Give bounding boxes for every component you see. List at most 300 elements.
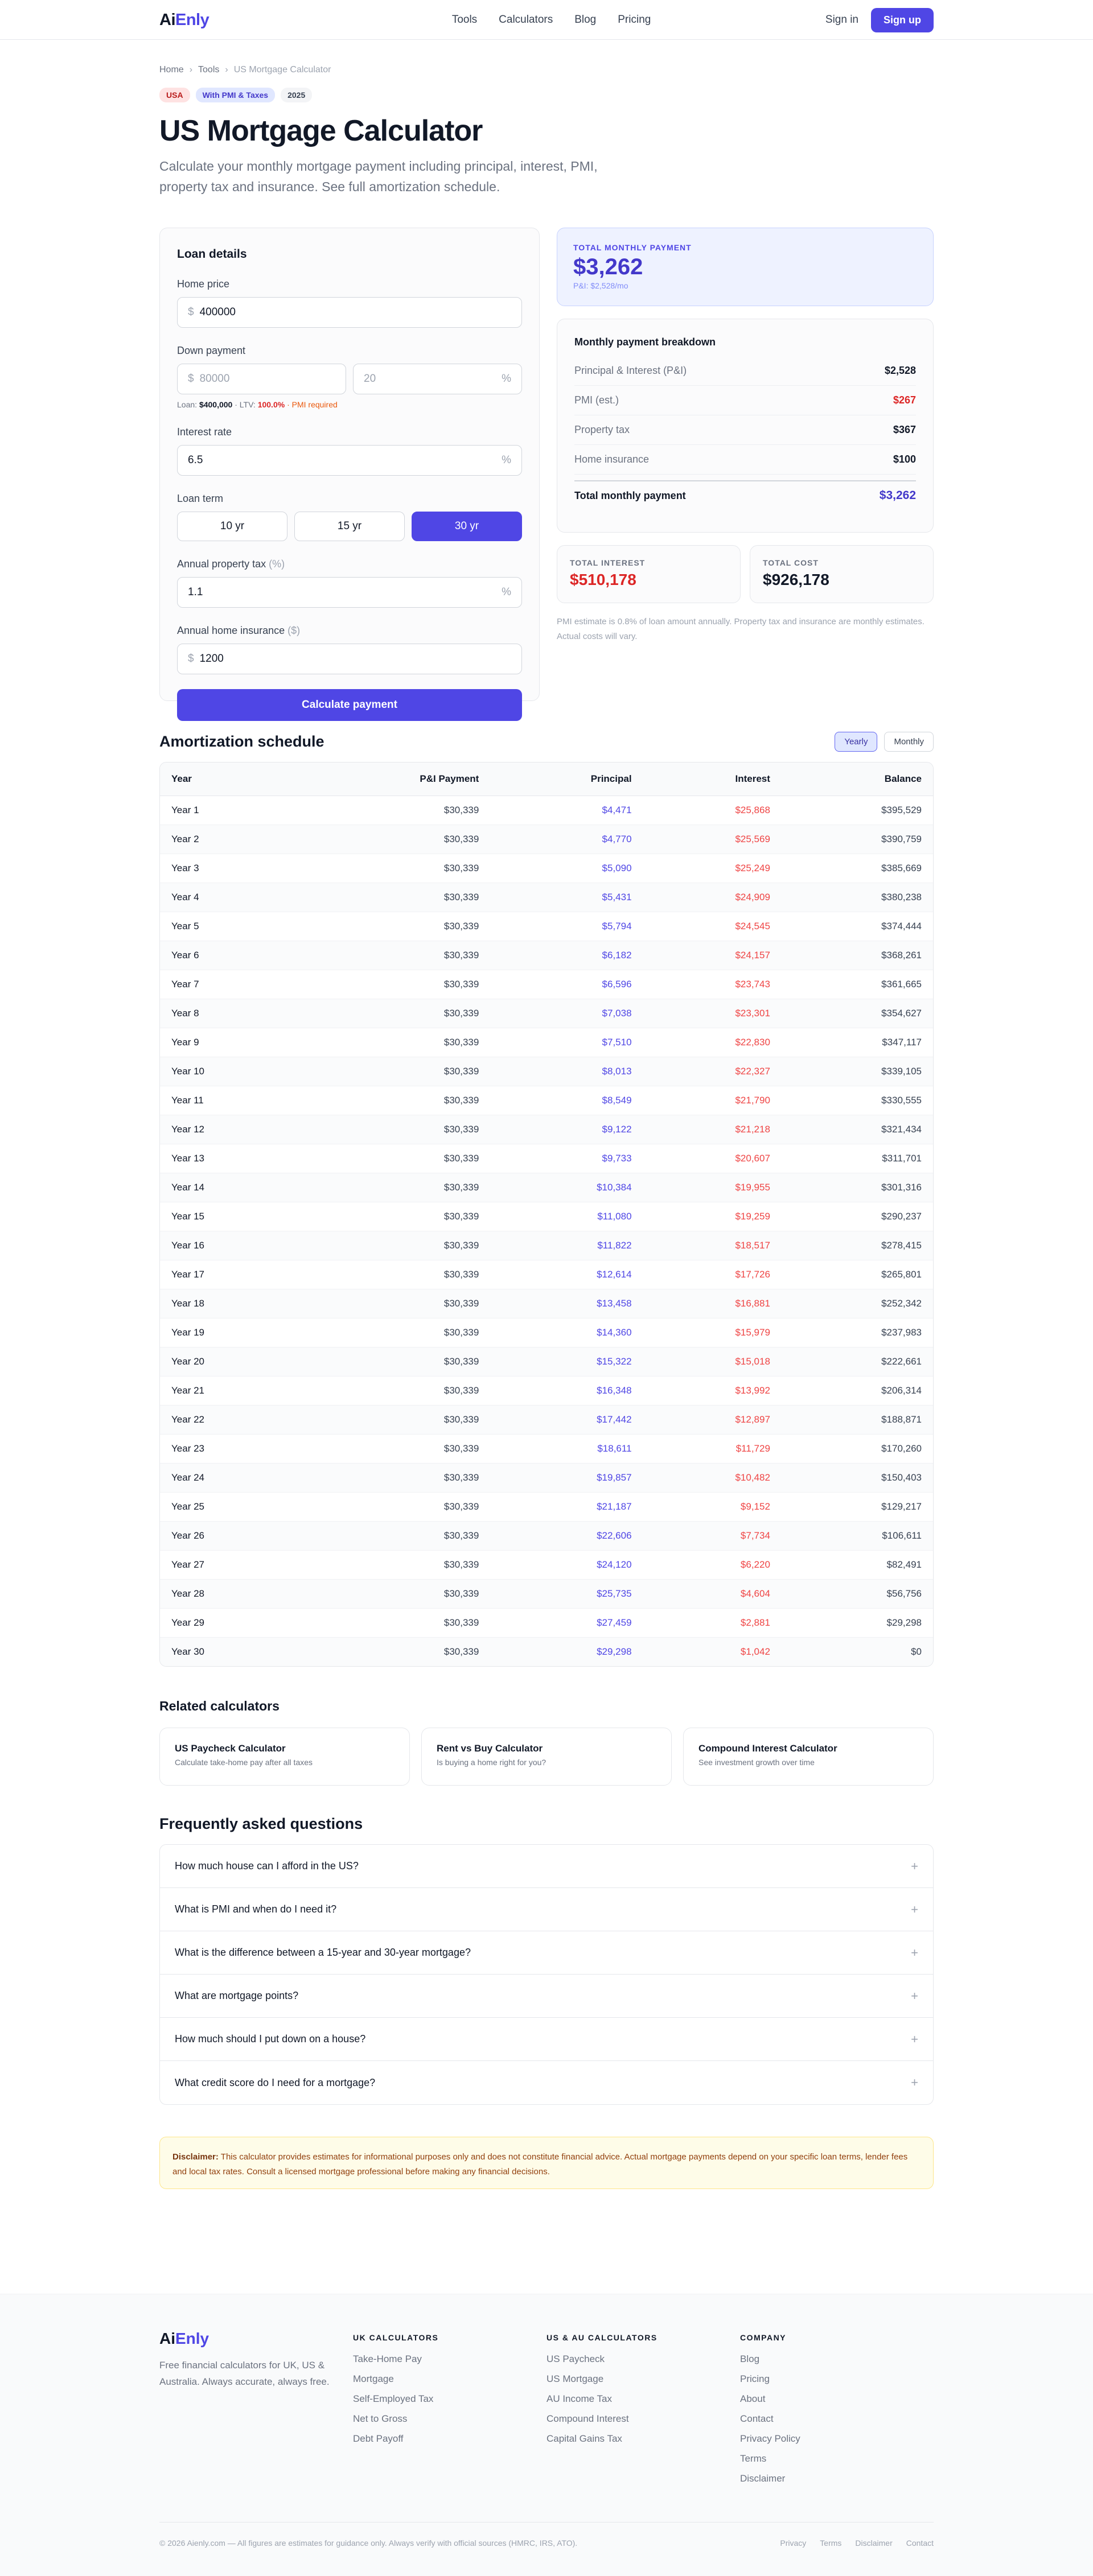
table-cell: $301,316 [782,1173,933,1202]
col-balance: Balance [782,763,933,796]
footer [0,2294,1093,2576]
table-cell: $30,339 [294,1434,490,1463]
faq-item[interactable]: What is the difference between a 15-year and 30-year mortgage? + [160,1931,933,1975]
table-cell: $30,339 [294,796,490,825]
faq-list [159,1844,934,2105]
table-row [160,1231,933,1260]
breadcrumb [159,65,934,75]
table-cell: $30,339 [294,1376,490,1405]
table-cell: $265,801 [782,1260,933,1289]
plus-icon: + [911,2075,918,2089]
table-cell: $16,348 [490,1376,643,1405]
percent-suffix: % [502,454,511,466]
table-cell: $11,822 [490,1231,643,1260]
down-payment-percent-input[interactable] [353,364,522,394]
table-cell: $30,339 [294,1028,490,1057]
table-cell: $5,794 [490,912,643,941]
total-monthly-card [557,228,934,306]
col-year: Year [160,763,294,796]
table-cell: $7,734 [643,1521,782,1550]
table-cell: $17,726 [643,1260,782,1289]
table-cell: Year 13 [160,1144,294,1173]
table-row [160,1289,933,1318]
table-cell: Year 12 [160,1115,294,1144]
estimate-note: PMI estimate is 0.8% of loan amount annually. Property tax and insurance are monthly estimates. Actual costs will vary. [557,617,924,641]
table-cell: Year 8 [160,999,294,1028]
table-cell: $19,955 [643,1173,782,1202]
related-card-compound-interest[interactable]: Compound Interest Calculator See investment growth over time [683,1728,934,1786]
interest-rate-value: 6.5 [188,454,203,466]
table-cell: Year 1 [160,796,294,825]
table-row [160,1463,933,1492]
plus-icon: + [911,1945,918,1960]
table-cell: $82,491 [782,1550,933,1579]
footer-bottom-link[interactable]: Privacy [780,2538,807,2548]
table-cell: $30,339 [294,1492,490,1521]
table-cell: Year 10 [160,1057,294,1086]
home-insurance-input[interactable] [177,644,522,674]
table-cell: $354,627 [782,999,933,1028]
table-cell: $25,569 [643,825,782,854]
table-cell: $27,459 [490,1608,643,1637]
table-row [160,1173,933,1202]
table-cell: $385,669 [782,854,933,883]
col-pi-payment: P&I Payment [294,763,490,796]
table-cell: $10,482 [643,1463,782,1492]
table-header-row [160,763,933,796]
footer-heading-uk: UK CALCULATORS [353,2333,439,2342]
amortization-table [159,762,934,1667]
nav-blog[interactable]: Blog [574,14,597,26]
table-cell: $4,770 [490,825,643,854]
footer-heading-us-au: US & AU CALCULATORS [546,2333,658,2342]
table-cell: Year 26 [160,1521,294,1550]
table-cell: $252,342 [782,1289,933,1318]
table-cell: $25,735 [490,1579,643,1608]
footer-link[interactable]: AU Income Tax [546,2393,612,2404]
form-heading: Loan details [177,248,247,261]
breakdown-row-pi: Principal & Interest (P&I) $2,528 [574,356,916,386]
total-monthly-label: TOTAL MONTHLY PAYMENT [573,243,692,252]
total-interest-card [557,545,741,603]
table-cell: $0 [782,1637,933,1666]
disclaimer-box [159,2137,934,2189]
table-cell: $30,339 [294,999,490,1028]
table-cell: $30,339 [294,1231,490,1260]
dollar-prefix: $ [188,373,194,385]
badge-country: USA [159,88,190,102]
top-navbar [0,0,1093,40]
breakdown-row-property-tax: Property tax $367 [574,415,916,445]
calculator-section [159,228,934,711]
table-row [160,1521,933,1550]
table-cell: $206,314 [782,1376,933,1405]
table-cell: $24,157 [643,941,782,970]
home-insurance-value: 1200 [199,653,224,665]
footer-link[interactable]: Capital Gains Tax [546,2433,622,2444]
table-cell: $17,442 [490,1405,643,1434]
footer-link[interactable]: Disclaimer [740,2473,786,2484]
footer-heading-company: COMPANY [740,2333,787,2342]
breakdown-row-pmi: PMI (est.) $267 [574,386,916,415]
table-cell: $30,339 [294,1521,490,1550]
sign-in-link[interactable]: Sign in [825,14,858,26]
total-monthly-value: $3,262 [573,254,643,279]
table-cell: $237,983 [782,1318,933,1347]
table-cell: $7,510 [490,1028,643,1057]
pi-monthly-sub: P&I: $2,528/mo [573,281,628,290]
table-cell: $321,434 [782,1115,933,1144]
table-cell: $30,339 [294,1347,490,1376]
down-payment-percent-placeholder: 20 [364,373,376,385]
table-cell: $25,868 [643,796,782,825]
related-card-rent-vs-buy[interactable]: Rent vs Buy Calculator Is buying a home right for you? [421,1728,672,1786]
results-panel [557,228,934,701]
nav-pricing[interactable]: Pricing [618,14,651,26]
table-row [160,1202,933,1231]
table-cell: $22,606 [490,1521,643,1550]
breadcrumb-tools[interactable]: Tools [198,65,220,75]
loan-amount: $400,000 [199,400,233,409]
table-row [160,825,933,854]
table-cell: $5,090 [490,854,643,883]
total-interest-value: $510,178 [570,571,636,588]
page-subtitle: Calculate your monthly mortgage payment including principal, interest, PMI, property tax and insurance. See full amortization schedule. [159,159,598,194]
table-cell: $30,339 [294,1086,490,1115]
table-row [160,1492,933,1521]
table-cell: $24,909 [643,883,782,912]
table-cell: $30,339 [294,1579,490,1608]
down-payment-label: Down payment [177,345,246,356]
yearly-toggle[interactable]: Yearly [835,732,877,752]
pmi-required-note: · PMI required [287,400,338,409]
faq-item[interactable]: What is PMI and when do I need it? + [160,1888,933,1931]
table-cell: $18,517 [643,1231,782,1260]
home-insurance-label: Annual home insurance ($) [177,625,301,636]
interest-rate-label: Interest rate [177,426,232,438]
table-cell: $6,596 [490,970,643,999]
table-cell: Year 20 [160,1347,294,1376]
table-cell: $339,105 [782,1057,933,1086]
table-cell: $361,665 [782,970,933,999]
table-cell: Year 27 [160,1550,294,1579]
home-price-input[interactable] [177,297,522,328]
term-30yr-button[interactable]: 30 yr [412,512,522,541]
table-cell: Year 4 [160,883,294,912]
table-cell: $30,339 [294,1057,490,1086]
table-row [160,1115,933,1144]
table-cell: $30,339 [294,1289,490,1318]
table-row [160,1144,933,1173]
badge-pmi-taxes: With PMI & Taxes [196,88,276,102]
table-cell: Year 2 [160,825,294,854]
footer-link[interactable]: US Paycheck [546,2354,605,2364]
table-cell: $170,260 [782,1434,933,1463]
table-cell: $8,013 [490,1057,643,1086]
table-cell: $14,360 [490,1318,643,1347]
table-cell: $24,545 [643,912,782,941]
header-actions [825,8,934,32]
table-cell: $390,759 [782,825,933,854]
percent-suffix: % [502,586,511,598]
loan-ltv-hint: Loan: $400,000 · LTV: 100.0% · PMI required [177,400,338,409]
col-interest: Interest [643,763,782,796]
table-row [160,1579,933,1608]
property-tax-value: 1.1 [188,586,203,598]
badge-year: 2025 [281,88,312,102]
disclaimer-text: This calculator provides estimates for informational purposes only and does not constitute financial advice. Actual mortgage payments depend on your specific loan terms, lender fees and local tax rates. Consult a licensed mortgage professional before making any financial decisions. [172,2152,908,2177]
table-cell: $13,992 [643,1376,782,1405]
table-cell: $30,339 [294,883,490,912]
table-cell: $30,339 [294,912,490,941]
table-cell: $6,220 [643,1550,782,1579]
table-row [160,1086,933,1115]
table-cell: $30,339 [294,1463,490,1492]
plus-icon: + [911,2031,918,2046]
breadcrumb-separator-icon: › [189,65,193,75]
table-row [160,1318,933,1347]
table-cell: $15,018 [643,1347,782,1376]
loan-term-selector [177,512,522,541]
footer-link[interactable]: Privacy Policy [740,2433,800,2444]
footer-link[interactable]: Contact [740,2413,774,2424]
footer-bottom-link[interactable]: Terms [820,2538,842,2548]
table-cell: $30,339 [294,1637,490,1666]
table-cell: $29,298 [782,1608,933,1637]
table-cell: Year 21 [160,1376,294,1405]
table-cell: $150,403 [782,1463,933,1492]
table-cell: $9,152 [643,1492,782,1521]
property-tax-input[interactable] [177,577,522,608]
footer-link[interactable]: US Mortgage [546,2373,604,2384]
schedule-view-toggle [835,732,934,752]
footer-link[interactable]: About [740,2393,766,2404]
related-card-paycheck[interactable]: US Paycheck Calculator Calculate take-home pay after all taxes [159,1728,410,1786]
table-cell: $15,322 [490,1347,643,1376]
table-row [160,1260,933,1289]
copyright: © 2026 Aienly.com — All figures are estimates for guidance only. Always verify with official sources (HMRC, IRS, ATO). [159,2538,578,2548]
footer-link[interactable]: Net to Gross [353,2413,408,2424]
table-cell: $12,897 [643,1405,782,1434]
ltv-value: 100.0% [257,400,285,409]
table-cell: $23,301 [643,999,782,1028]
table-cell: $2,881 [643,1608,782,1637]
home-price-label: Home price [177,278,230,290]
footer-bottom-link[interactable]: Disclaimer [855,2538,893,2548]
table-row [160,1405,933,1434]
faq-title: Frequently asked questions [159,1815,363,1832]
table-cell: $23,743 [643,970,782,999]
percent-suffix: % [502,373,511,385]
footer-bottom-link[interactable]: Contact [906,2538,934,2548]
table-cell: $30,339 [294,1608,490,1637]
breadcrumb-separator-icon: › [225,65,228,75]
table-cell: $311,701 [782,1144,933,1173]
table-cell: $188,871 [782,1405,933,1434]
table-cell: $5,431 [490,883,643,912]
payment-breakdown-card [557,319,934,533]
page-title: US Mortgage Calculator [159,114,483,147]
table-cell: Year 19 [160,1318,294,1347]
table-cell: $30,339 [294,1115,490,1144]
table-cell: Year 3 [160,854,294,883]
table-cell: $29,298 [490,1637,643,1666]
related-title: Related calculators [159,1699,280,1713]
breadcrumb-current: US Mortgage Calculator [233,65,331,75]
table-cell: $10,384 [490,1173,643,1202]
table-cell: $129,217 [782,1492,933,1521]
footer-link[interactable]: Debt Payoff [353,2433,404,2444]
table-cell: $9,122 [490,1115,643,1144]
footer-link[interactable]: Self-Employed Tax [353,2393,434,2404]
footer-link[interactable]: Take-Home Pay [353,2354,422,2364]
total-cost-card [750,545,934,603]
loan-term-label: Loan term [177,493,224,504]
table-row [160,912,933,941]
calculate-payment-button[interactable]: Calculate payment [177,689,522,721]
table-cell: $7,038 [490,999,643,1028]
breakdown-title: Monthly payment breakdown [574,336,716,348]
table-cell: $4,471 [490,796,643,825]
dollar-prefix: $ [188,653,194,665]
table-row [160,1434,933,1463]
table-cell: $30,339 [294,970,490,999]
plus-icon: + [911,1988,918,2003]
table-row [160,999,933,1028]
footer-link[interactable]: Mortgage [353,2373,394,2384]
table-cell: $15,979 [643,1318,782,1347]
table-cell: $25,249 [643,854,782,883]
footer-link[interactable]: Terms [740,2453,767,2464]
table-cell: $9,733 [490,1144,643,1173]
table-cell: $22,327 [643,1057,782,1086]
table-cell: $16,881 [643,1289,782,1318]
table-row [160,1028,933,1057]
table-cell: $30,339 [294,1318,490,1347]
nav-tools[interactable]: Tools [451,14,478,26]
table-cell: $13,458 [490,1289,643,1318]
table-cell: $30,339 [294,1173,490,1202]
total-cost-label: TOTAL COST [763,558,819,567]
down-payment-amount-input[interactable] [177,364,346,394]
table-cell: Year 16 [160,1231,294,1260]
table-cell: $11,080 [490,1202,643,1231]
table-cell: $368,261 [782,941,933,970]
interest-rate-input[interactable] [177,445,522,476]
table-cell: $30,339 [294,941,490,970]
home-price-value: 400000 [199,306,236,318]
faq-item[interactable]: How much should I put down on a house? + [160,2018,933,2061]
table-cell: Year 6 [160,941,294,970]
table-cell: $18,611 [490,1434,643,1463]
total-interest-label: TOTAL INTEREST [570,558,646,567]
plus-icon: + [911,1902,918,1916]
table-cell: Year 29 [160,1608,294,1637]
term-10yr-button[interactable]: 10 yr [177,512,287,541]
table-row [160,1376,933,1405]
table-cell: $347,117 [782,1028,933,1057]
table-cell: Year 25 [160,1492,294,1521]
monthly-toggle[interactable]: Monthly [884,732,934,752]
table-cell: $21,187 [490,1492,643,1521]
table-cell: $290,237 [782,1202,933,1231]
table-cell: $20,607 [643,1144,782,1173]
dollar-prefix: $ [188,306,194,318]
table-cell: Year 30 [160,1637,294,1666]
table-cell: $12,614 [490,1260,643,1289]
table-cell: $330,555 [782,1086,933,1115]
table-cell: $278,415 [782,1231,933,1260]
table-cell: $106,611 [782,1521,933,1550]
sign-up-button[interactable]: Sign up [871,8,934,32]
breakdown-row-total: Total monthly payment $3,262 [574,480,916,510]
main-nav [452,14,651,26]
table-cell: Year 9 [160,1028,294,1057]
table-cell: $30,339 [294,1144,490,1173]
table-cell: Year 11 [160,1086,294,1115]
footer-logo[interactable]: AiEnly [159,2330,209,2347]
table-row [160,796,933,825]
breadcrumb-home[interactable]: Home [159,65,184,75]
table-cell: $380,238 [782,883,933,912]
table-cell: Year 28 [160,1579,294,1608]
footer-link[interactable]: Blog [740,2354,760,2364]
table-cell: Year 14 [160,1173,294,1202]
table-cell: Year 24 [160,1463,294,1492]
down-payment-amount-placeholder: 80000 [199,373,230,385]
table-row [160,1608,933,1637]
badge-list [159,88,934,102]
table-cell: $21,218 [643,1115,782,1144]
faq-item[interactable]: What are mortgage points? + [160,1975,933,2018]
table-cell: Year 7 [160,970,294,999]
footer-link[interactable]: Compound Interest [546,2413,629,2424]
footer-description: Free financial calculators for UK, US & Australia. Always accurate, always free. [159,2360,330,2387]
table-cell: $8,549 [490,1086,643,1115]
table-cell: Year 15 [160,1202,294,1231]
table-cell: $1,042 [643,1637,782,1666]
table-cell: $30,339 [294,1260,490,1289]
table-cell: Year 22 [160,1405,294,1434]
amortization-title: Amortization schedule [159,733,324,750]
col-principal: Principal [490,763,643,796]
term-15yr-button[interactable]: 15 yr [294,512,405,541]
table-cell: $22,830 [643,1028,782,1057]
footer-link[interactable]: Pricing [740,2373,770,2384]
faq-item[interactable]: What credit score do I need for a mortgage? + [175,2075,918,2089]
table-cell: Year 18 [160,1289,294,1318]
table-cell: $24,120 [490,1550,643,1579]
table-cell: $4,604 [643,1579,782,1608]
table-row [160,1057,933,1086]
nav-calculators[interactable]: Calculators [499,14,553,26]
table-row [160,1550,933,1579]
table-row [160,854,933,883]
table-cell: $222,661 [782,1347,933,1376]
plus-icon: + [911,1858,918,1873]
table-row [160,1347,933,1376]
loan-details-form [159,228,540,711]
logo[interactable]: AiEnly [159,10,209,29]
disclaimer-label: Disclaimer: [172,2152,219,2162]
faq-item[interactable]: How much house can I afford in the US? + [160,1845,933,1888]
table-cell: Year 5 [160,912,294,941]
table-row [160,883,933,912]
table-cell: $30,339 [294,825,490,854]
table-cell: Year 17 [160,1260,294,1289]
table-cell: $21,790 [643,1086,782,1115]
table-cell: $374,444 [782,912,933,941]
